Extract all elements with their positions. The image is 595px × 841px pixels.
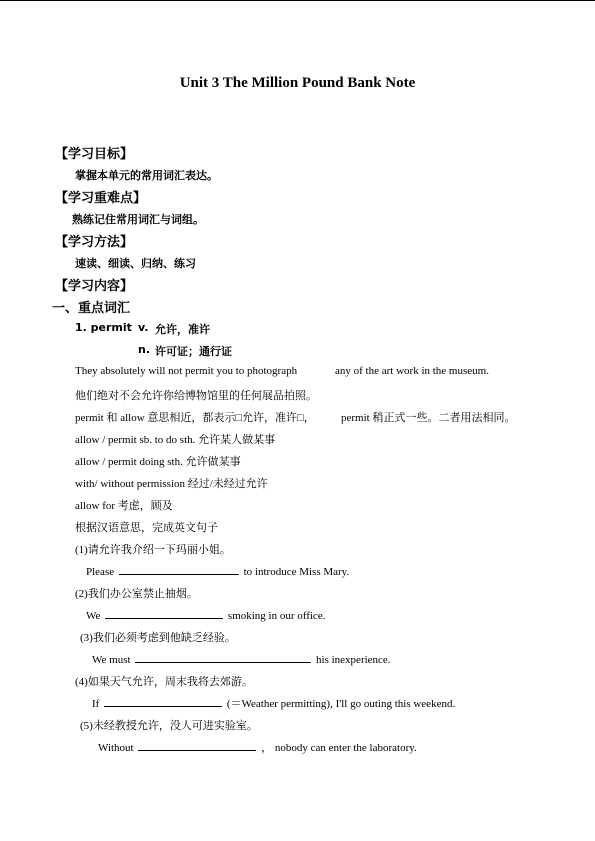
top-border: [0, 0, 595, 1]
exercise-2-blank[interactable]: [105, 607, 223, 619]
exercise-1-lead: Please: [86, 566, 115, 578]
document-title: Unit 3 The Million Pound Bank Note: [179, 75, 416, 91]
example-chinese: 他们绝对不会允许你给博物馆里的任何展品拍照。: [75, 390, 317, 402]
exercise-2-tail: smoking in our office.: [227, 610, 326, 622]
key-points-text: 熟练记住常用词汇与词组。: [72, 213, 204, 226]
exercise-1-tail: to introduce Miss Mary.: [243, 566, 350, 578]
exercise-1-prompt: (1)请允许我介绍一下玛丽小姐。: [75, 544, 231, 556]
entry-word: 1. permit: [75, 321, 132, 334]
goals-text: 掌握本单元的常用词汇表达。: [75, 169, 218, 182]
entry-pos-noun: n.: [138, 343, 151, 356]
exercise-5-blank[interactable]: [138, 739, 256, 751]
exercise-3-lead: We must: [92, 654, 131, 666]
section-heading-content: 【学习内容】: [55, 279, 134, 294]
exercise-4-lead: If: [92, 698, 100, 710]
entry-meaning-verb: 允许，准许: [155, 323, 210, 336]
exercise-3-tail: his inexperience.: [316, 654, 391, 666]
section-heading-goals: 【学习目标】: [55, 147, 134, 162]
section-heading-methods: 【学习方法】: [55, 235, 134, 250]
comparison-part2: permit 稍正式一些。二者用法相同。: [341, 412, 516, 424]
section-heading-key-points: 【学习重难点】: [55, 191, 147, 206]
exercise-2-lead: We: [86, 610, 101, 622]
exercise-1-blank[interactable]: [119, 563, 239, 575]
exercise-3-prompt: (3)我们必须考虑到他缺乏经验。: [80, 632, 236, 644]
comparison-part1: permit 和 allow 意思相近，都表示□允许，准许□，: [75, 412, 315, 424]
example-english-part1: They absolutely will not permit you to photograph: [75, 365, 298, 377]
exercise-instruction: 根据汉语意思，完成英文句子: [75, 522, 218, 534]
methods-text: 速读、细读、归纳、练习: [75, 257, 196, 270]
example-english-part2: any of the art work in the museum.: [335, 365, 489, 377]
usage-line-4: allow for 考虑，顾及: [75, 500, 173, 512]
exercise-5-sentence: [98, 739, 417, 755]
exercise-4-blank[interactable]: [104, 695, 222, 707]
entry-pos-verb: v.: [138, 321, 149, 334]
vocabulary-heading: 一、重点词汇: [52, 301, 131, 316]
usage-line-1: allow / permit sb. to do sth. 允许某人做某事: [75, 434, 276, 446]
exercise-4-prompt: (4)如果天气允许，周末我将去郊游。: [75, 676, 253, 688]
exercise-1-sentence: [86, 563, 349, 578]
exercise-2-sentence: [86, 607, 325, 622]
exercise-5-prompt: (5)未经教授允许，没人可进实验室。: [80, 720, 258, 732]
exercise-4-sentence: [92, 695, 455, 711]
usage-line-2: allow / permit doing sth. 允许做某事: [75, 456, 241, 468]
exercise-3-sentence: [92, 651, 391, 666]
exercise-5-tail: ， nobody can enter the laboratory.: [261, 742, 417, 754]
exercise-2-prompt: (2)我们办公室禁止抽烟。: [75, 588, 198, 600]
exercise-4-tail: (＝Weather permitting), I'll go outing this weekend.: [226, 698, 456, 710]
exercise-5-lead: Without: [98, 742, 134, 754]
entry-meaning-noun: 许可证；通行证: [155, 345, 232, 358]
exercise-3-blank[interactable]: [135, 651, 311, 663]
usage-line-3: with/ without permission 经过/未经过允许: [75, 478, 268, 490]
